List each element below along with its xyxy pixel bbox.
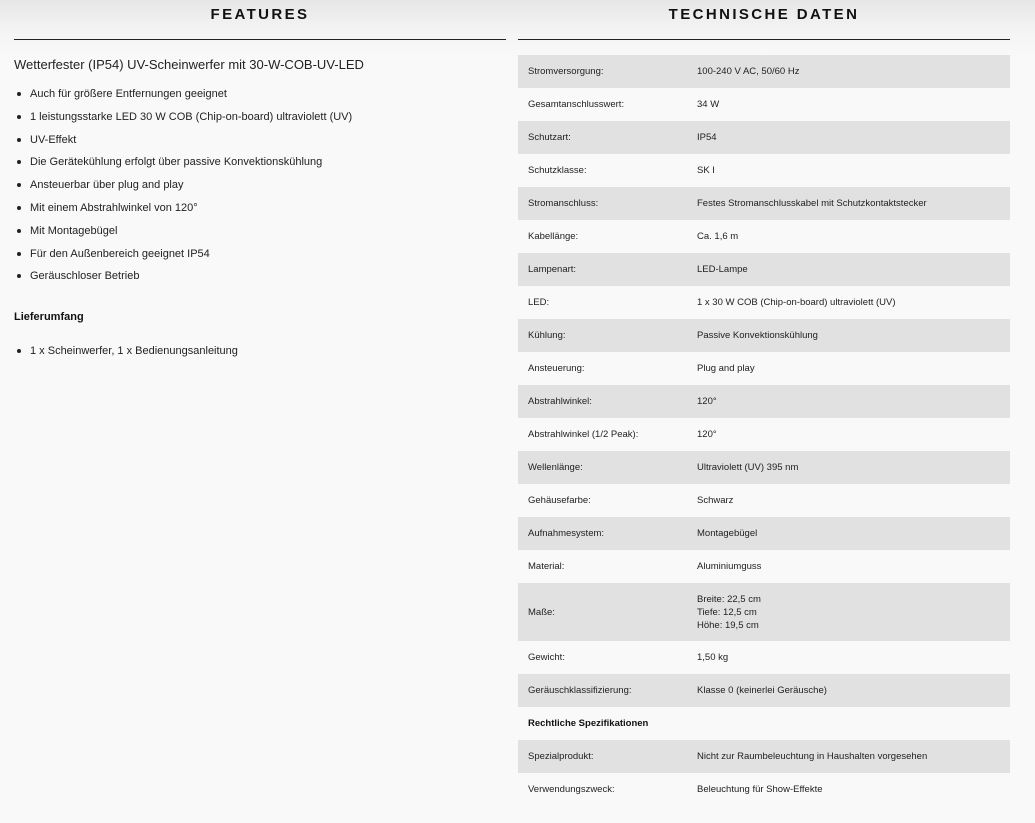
spec-row — [518, 121, 1010, 154]
spec-value — [687, 583, 1010, 641]
spec-label: LED: — [528, 297, 550, 308]
dimension-line: Höhe: 19,5 cm — [697, 619, 759, 631]
feature-item: Mit einem Abstrahlwinkel von 120° — [14, 200, 506, 223]
spec-value: Beleuchtung für Show-Effekte — [697, 784, 823, 795]
spec-value: Ca. 1,6 m — [697, 231, 739, 242]
spec-row — [518, 154, 1010, 187]
spec-label: Kühlung: — [518, 319, 687, 352]
feature-item: UV-Effekt — [14, 132, 506, 155]
spec-row — [518, 55, 1010, 88]
spec-row — [518, 385, 1010, 418]
spec-value: 34 W — [697, 99, 720, 110]
specs-divider — [518, 39, 1010, 40]
spec-row — [518, 583, 1010, 641]
spec-label: Abstrahlwinkel: — [518, 385, 687, 418]
spec-label: Verwendungszweck: — [528, 784, 615, 795]
spec-label: Spezialprodukt: — [518, 740, 687, 773]
spec-value: 1 x 30 W COB (Chip-on-board) ultraviolett (UV) — [697, 297, 896, 308]
spec-row — [518, 88, 1010, 121]
spec-label: Gehäusefarbe: — [528, 495, 591, 506]
spec-value: Nicht zur Raumbeleuchtung in Haushalten vorgesehen — [687, 740, 1010, 773]
spec-label: Material: — [528, 561, 565, 572]
dimension-line: Breite: 22,5 cm — [697, 593, 761, 605]
spec-value: Montagebügel — [687, 517, 1010, 550]
specs-table — [518, 55, 1010, 806]
feature-item: Ansteuerbar über plug and play — [14, 177, 506, 200]
spec-value: 120° — [697, 429, 717, 440]
spec-value: SK I — [697, 165, 715, 176]
feature-item: Geräuschloser Betrieb — [14, 268, 506, 291]
spec-row — [518, 187, 1010, 220]
spec-label: Schutzklasse: — [528, 165, 587, 176]
spec-value: Festes Stromanschlusskabel mit Schutzkontaktstecker — [687, 187, 1010, 220]
features-list — [14, 86, 506, 291]
spec-label: Stromversorgung: — [518, 55, 687, 88]
scope-heading: Lieferumfang — [14, 311, 84, 324]
spec-row — [518, 517, 1010, 550]
specs-column — [518, 0, 1010, 806]
spec-row — [518, 253, 1010, 286]
feature-item: Die Gerätekühlung erfolgt über passive Konvektionskühlung — [14, 154, 506, 177]
spec-label: Abstrahlwinkel (1/2 Peak): — [528, 429, 639, 440]
spec-value: IP54 — [687, 121, 1010, 154]
spec-value: 120° — [687, 385, 1010, 418]
spec-value: Aluminiumguss — [697, 561, 762, 572]
spec-label: Maße: — [518, 583, 687, 641]
spec-row — [518, 352, 1010, 385]
spec-row — [518, 319, 1010, 352]
spec-value: LED-Lampe — [687, 253, 1010, 286]
spec-row — [518, 550, 1010, 583]
features-title: FEATURES — [210, 6, 310, 23]
spec-label: Aufnahmesystem: — [518, 517, 687, 550]
features-intro: Wetterfester (IP54) UV-Scheinwerfer mit 30-W-COB-UV-LED — [14, 57, 364, 72]
spec-value: Plug and play — [697, 363, 755, 374]
spec-row — [518, 773, 1010, 806]
feature-item: 1 leistungsstarke LED 30 W COB (Chip-on-board) ultraviolett (UV) — [14, 109, 506, 132]
spec-label: Geräuschklassifizierung: — [518, 674, 687, 707]
spec-label: Gesamtanschlusswert: — [528, 99, 625, 110]
spec-row — [518, 286, 1010, 319]
spec-row — [518, 220, 1010, 253]
spec-label: Kabellänge: — [528, 231, 579, 242]
spec-value: Passive Konvektionskühlung — [687, 319, 1010, 352]
spec-value: 100-240 V AC, 50/60 Hz — [687, 55, 1010, 88]
spec-row — [518, 451, 1010, 484]
features-divider — [14, 39, 506, 40]
spec-label: Wellenlänge: — [518, 451, 687, 484]
spec-label: Lampenart: — [518, 253, 687, 286]
spec-label: Gewicht: — [528, 652, 565, 663]
spec-row — [518, 484, 1010, 517]
spec-row — [518, 674, 1010, 707]
feature-item: Mit Montagebügel — [14, 223, 506, 246]
spec-label: Ansteuerung: — [528, 363, 585, 374]
spec-value: Klasse 0 (keinerlei Geräusche) — [687, 674, 1010, 707]
spec-value: Ultraviolett (UV) 395 nm — [687, 451, 1010, 484]
specs-title: TECHNISCHE DATEN — [668, 6, 860, 23]
spec-value: 1,50 kg — [697, 652, 729, 663]
feature-item: Für den Außenbereich geeignet IP54 — [14, 246, 506, 269]
spec-group-row — [518, 707, 1010, 740]
feature-item: Auch für größere Entfernungen geeignet — [14, 86, 506, 109]
spec-row — [518, 418, 1010, 451]
spec-label: Stromanschluss: — [518, 187, 687, 220]
spec-row — [518, 641, 1010, 674]
spec-row — [518, 740, 1010, 773]
spec-value: Schwarz — [697, 495, 734, 506]
scope-list — [14, 343, 506, 366]
legal-heading: Rechtliche Spezifikationen — [528, 718, 649, 729]
scope-item: 1 x Scheinwerfer, 1 x Bedienungsanleitung — [14, 343, 506, 366]
spec-label: Schutzart: — [518, 121, 687, 154]
dimension-line: Tiefe: 12,5 cm — [697, 606, 757, 618]
features-column — [14, 0, 506, 366]
